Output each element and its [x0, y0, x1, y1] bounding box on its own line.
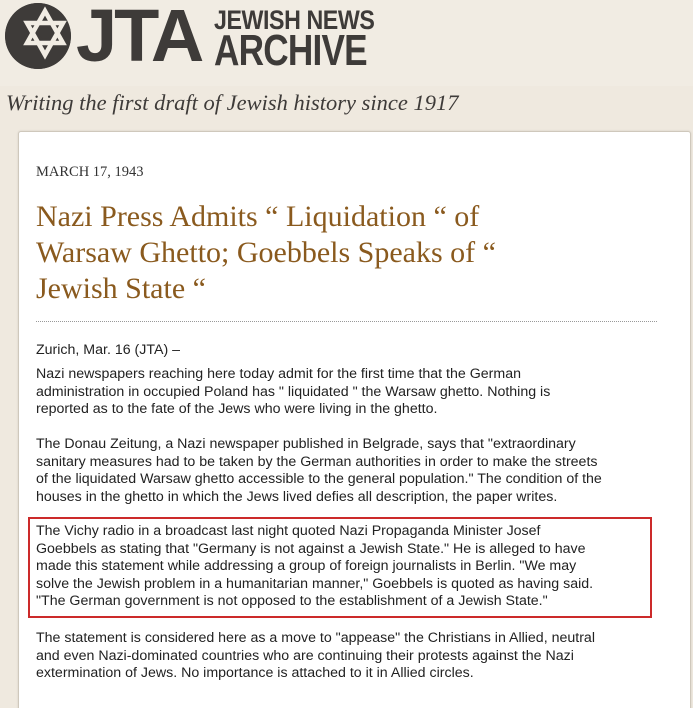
paragraph-line: houses in the ghetto in which the Jews lived defies all description, the paper writes. — [36, 488, 558, 505]
article-paragraph-1 — [36, 366, 666, 419]
article-paragraph-2 — [36, 436, 666, 506]
title-divider — [36, 321, 657, 322]
paragraph-line: Goebbels as stating that "Germany is not against a Jewish State." He is alleged to have — [36, 540, 586, 557]
star-of-david-icon[interactable] — [5, 3, 71, 69]
article-title — [36, 199, 656, 307]
site-tagline: Writing the first draft of Jewish history since 1917 — [6, 90, 459, 115]
title-line: Jewish State “ — [36, 272, 206, 305]
paragraph-line: and even Nazi-dominated countries who are continuing their protests against the Nazi — [36, 647, 574, 664]
logo-subtitle-bottom: ARCHIVE — [214, 26, 367, 75]
logo-subtitle-top: JEWISH NEWS — [214, 5, 375, 35]
logo-emblem — [5, 3, 71, 69]
paragraph-line: solve the Jewish problem in a humanitarian manner," Goebbels is quoted as having said. — [36, 575, 594, 592]
title-line: Warsaw Ghetto; Goebbels Speaks of “ — [36, 236, 496, 269]
paragraph-line: of the liquidated Warsaw ghetto accessible to the general population." The condition of the — [36, 471, 602, 487]
logo-wordmark[interactable]: JTA — [76, 0, 202, 77]
article-dateline: Zurich, Mar. 16 (JTA) – — [36, 342, 181, 358]
paragraph-line: reported as to the fate of the Jews who were living in the ghetto. — [36, 401, 438, 417]
paragraph-line: sanitary measures had to be taken by the German authorities in order to make the streets — [36, 453, 598, 470]
paragraph-line: The Vichy radio in a broadcast last night quoted Nazi Propaganda Minister Josef — [36, 523, 541, 539]
article-paragraph-3 — [36, 523, 666, 611]
paragraph-line: made this statement while addressing a group of foreign journalists in Berlin. "We may — [36, 558, 577, 574]
paragraph-line: Nazi newspapers reaching here today admit for the first time that the German — [36, 366, 521, 382]
paragraph-line: administration in occupied Poland has " liquidated " the Warsaw ghetto. Nothing is — [36, 383, 551, 400]
article-paragraph-4 — [36, 630, 666, 683]
title-line: Nazi Press Admits “ Liquidation “ of — [36, 200, 480, 233]
paragraph-line: "The German government is not opposed to the establishment of a Jewish State." — [36, 593, 548, 609]
site-header — [0, 0, 693, 86]
paragraph-line: extermination of Jews. No importance is attached to it in Allied circles. — [36, 665, 474, 681]
paragraph-line: The statement is considered here as a move to "appease" the Christians in Allied, neutral — [36, 630, 595, 646]
paragraph-line: The Donau Zeitung, a Nazi newspaper published in Belgrade, says that "extraordinary — [36, 436, 576, 452]
article-date: MARCH 17, 1943 — [36, 164, 144, 180]
